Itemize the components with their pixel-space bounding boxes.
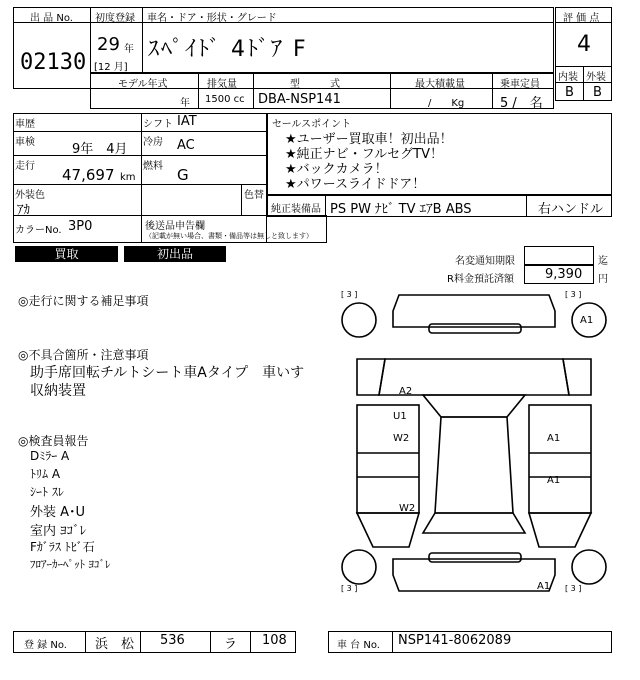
first-listing-tag: 初出品 <box>124 246 226 262</box>
shift-label: シフト <box>143 119 173 130</box>
color-replace-label: 色替 <box>244 190 264 201</box>
damage-mark-right-slide-door: A1 <box>547 475 561 486</box>
registration-number-label: 登 録 No. <box>24 640 67 651</box>
interior-label: 内装 <box>558 72 578 83</box>
left-side-body <box>357 405 419 513</box>
first-registration-label: 初度登録 <box>95 13 135 24</box>
registration-year-unit: 年 <box>124 44 134 55</box>
exterior-color-label: 外装色 <box>15 190 45 201</box>
rear-left-quarter <box>357 513 419 547</box>
exterior-label: 外装 <box>586 72 606 83</box>
inspector-line-3: ｼｰﾄ ｽﾚ <box>30 485 64 499</box>
inspection-value: 9年 4月 <box>72 142 128 157</box>
inspector-line-5: 室内 ﾖｺﾞﾚ <box>30 524 87 539</box>
fuel-value: G <box>177 166 189 184</box>
inspector-line-4: 外装 A･U <box>30 505 86 520</box>
inspection-label: 車検 <box>15 137 35 148</box>
registration-year: 29 <box>97 34 120 55</box>
score-value: 4 <box>577 32 591 57</box>
front-bumper-panel <box>393 295 555 327</box>
registration-place: 浜 松 <box>95 637 135 652</box>
ac-value: AC <box>177 138 195 153</box>
damage-mark-right-door: A1 <box>547 433 561 444</box>
displacement-value: 1500 cc <box>205 94 245 105</box>
fuel-label: 燃料 <box>143 161 163 172</box>
color-number-label: カラーNo. <box>15 225 62 236</box>
color-number-value: 3P0 <box>68 219 93 234</box>
max-load-label: 最大積載量 <box>415 79 465 90</box>
equipment-items: PS PW ﾅﾋﾞ TV ｴｱB ABS <box>330 202 472 217</box>
score-label: 評 価 点 <box>563 13 600 24</box>
mileage-label: 走行 <box>15 161 35 172</box>
mileage-value: 47,697 <box>62 166 115 184</box>
registration-kana: ラ <box>224 637 238 652</box>
registration-class: 536 <box>160 633 185 648</box>
car-damage-diagram <box>337 287 612 602</box>
interior-grade: B <box>565 85 574 100</box>
type-label: 型 式 <box>290 79 340 90</box>
rear-right-quarter <box>529 513 591 547</box>
recycle-fee-value: 9,390 <box>545 267 583 282</box>
mileage-unit: km <box>120 172 136 183</box>
lot-number-label: 出 品 No. <box>30 13 73 24</box>
sales-points-label: セールスポイント <box>272 119 352 130</box>
front-left-fender <box>357 359 385 395</box>
damage-mark-hood: A2 <box>399 386 413 397</box>
shift-value: IAT <box>177 114 197 129</box>
defect-remarks-label: ◎不具合箇所・注意事項 <box>18 348 149 362</box>
max-load-value: / Kg <box>428 98 465 109</box>
history-label: 車歴 <box>15 119 35 130</box>
inspector-line-6: Fｶﾞﾗｽ ﾄﾋﾞ石 <box>30 540 95 554</box>
rear-right-wheel <box>572 550 606 584</box>
damage-mark-left-door-upper: U1 <box>393 411 407 422</box>
exterior-color-value: ｱｶ <box>17 203 30 218</box>
recycle-fee-suffix: 円 <box>598 274 608 285</box>
exterior-grade: B <box>593 85 602 100</box>
inspector-report-label: ◎検査員報告 <box>18 434 89 448</box>
sales-point-1: ★ユーザー買取車！初出品！ <box>285 132 453 147</box>
inspector-line-7: ﾌﾛｱｰｶｰﾍﾟｯﾄ ﾖｺﾞﾚ <box>30 558 111 571</box>
front-left-wheel <box>342 303 376 337</box>
displacement-label: 排気量 <box>207 79 237 90</box>
name-change-deadline-suffix: 迄 <box>598 256 608 267</box>
corner-label-top-left: [ 3 ] <box>341 290 358 299</box>
corner-label-bottom-right: [ 3 ] <box>565 584 582 593</box>
recycle-fee-label: R料金預託済額 <box>447 274 514 285</box>
capacity-value: 5 / 名 <box>500 96 543 111</box>
damage-mark-left-rear: W2 <box>399 503 416 514</box>
type-value: DBA-NSP141 <box>258 92 341 107</box>
front-grille <box>429 324 521 333</box>
right-side-body <box>529 405 591 513</box>
sales-point-2: ★純正ナビ・フルセグTV！ <box>285 147 443 162</box>
inspector-line-2: ﾄﾘﾑ A <box>30 467 61 481</box>
rear-plate-area <box>429 553 521 562</box>
damage-mark-rear-bumper: A1 <box>537 581 551 592</box>
chassis-number-value: NSP141-8062089 <box>398 633 512 648</box>
defect-line-2: 収納装置 <box>30 383 86 399</box>
rear-bumper-panel <box>393 559 555 591</box>
chassis-number-label: 車 台 No. <box>337 640 380 651</box>
registration-month: [12 月] <box>94 62 128 73</box>
front-right-fender <box>563 359 591 395</box>
windshield <box>423 395 525 417</box>
defect-line-1: 助手席回転チルトシート車Aタイプ 車いす <box>30 365 305 381</box>
car-name: ｽﾍﾟｲﾄﾞ 4ﾄﾞｱ F <box>148 37 308 62</box>
name-change-deadline-box <box>524 246 594 265</box>
car-name-label: 車名・ドア・形状・グレード <box>147 13 277 24</box>
corner-label-bottom-left: [ 3 ] <box>341 584 358 593</box>
damage-mark-left-door: W2 <box>393 433 410 444</box>
ac-label: 冷房 <box>143 137 163 148</box>
capacity-label: 乗車定員 <box>500 79 540 90</box>
registration-serial: 108 <box>262 633 287 648</box>
model-year-unit: 年 <box>180 98 190 109</box>
sales-point-4: ★パワースライドドア！ <box>285 177 426 192</box>
rear-glass <box>423 513 525 533</box>
sales-point-3: ★バックカメラ！ <box>285 162 388 177</box>
corner-label-top-right: [ 3 ] <box>565 290 582 299</box>
name-change-deadline-label: 名変通知期限 <box>455 256 515 267</box>
damage-mark-front-right: A1 <box>580 315 594 326</box>
equipment-label: 純正装備品 <box>271 204 321 215</box>
roof-panel <box>435 417 513 513</box>
lot-number: 02130 <box>20 50 87 75</box>
driving-remarks-label: ◎走行に関する補足事項 <box>18 294 149 308</box>
buyout-tag: 買取 <box>15 246 118 262</box>
aftermarket-label: 後送品申告欄 <box>145 221 205 232</box>
rear-left-wheel <box>342 550 376 584</box>
model-year-label: モデル年式 <box>118 79 168 90</box>
handle-position: 右ハンドル <box>538 202 604 217</box>
aftermarket-note: （記載が無い場合、書類・備品等は無しと致します） <box>145 232 313 240</box>
inspector-line-1: Dﾐﾗｰ A <box>30 449 70 463</box>
